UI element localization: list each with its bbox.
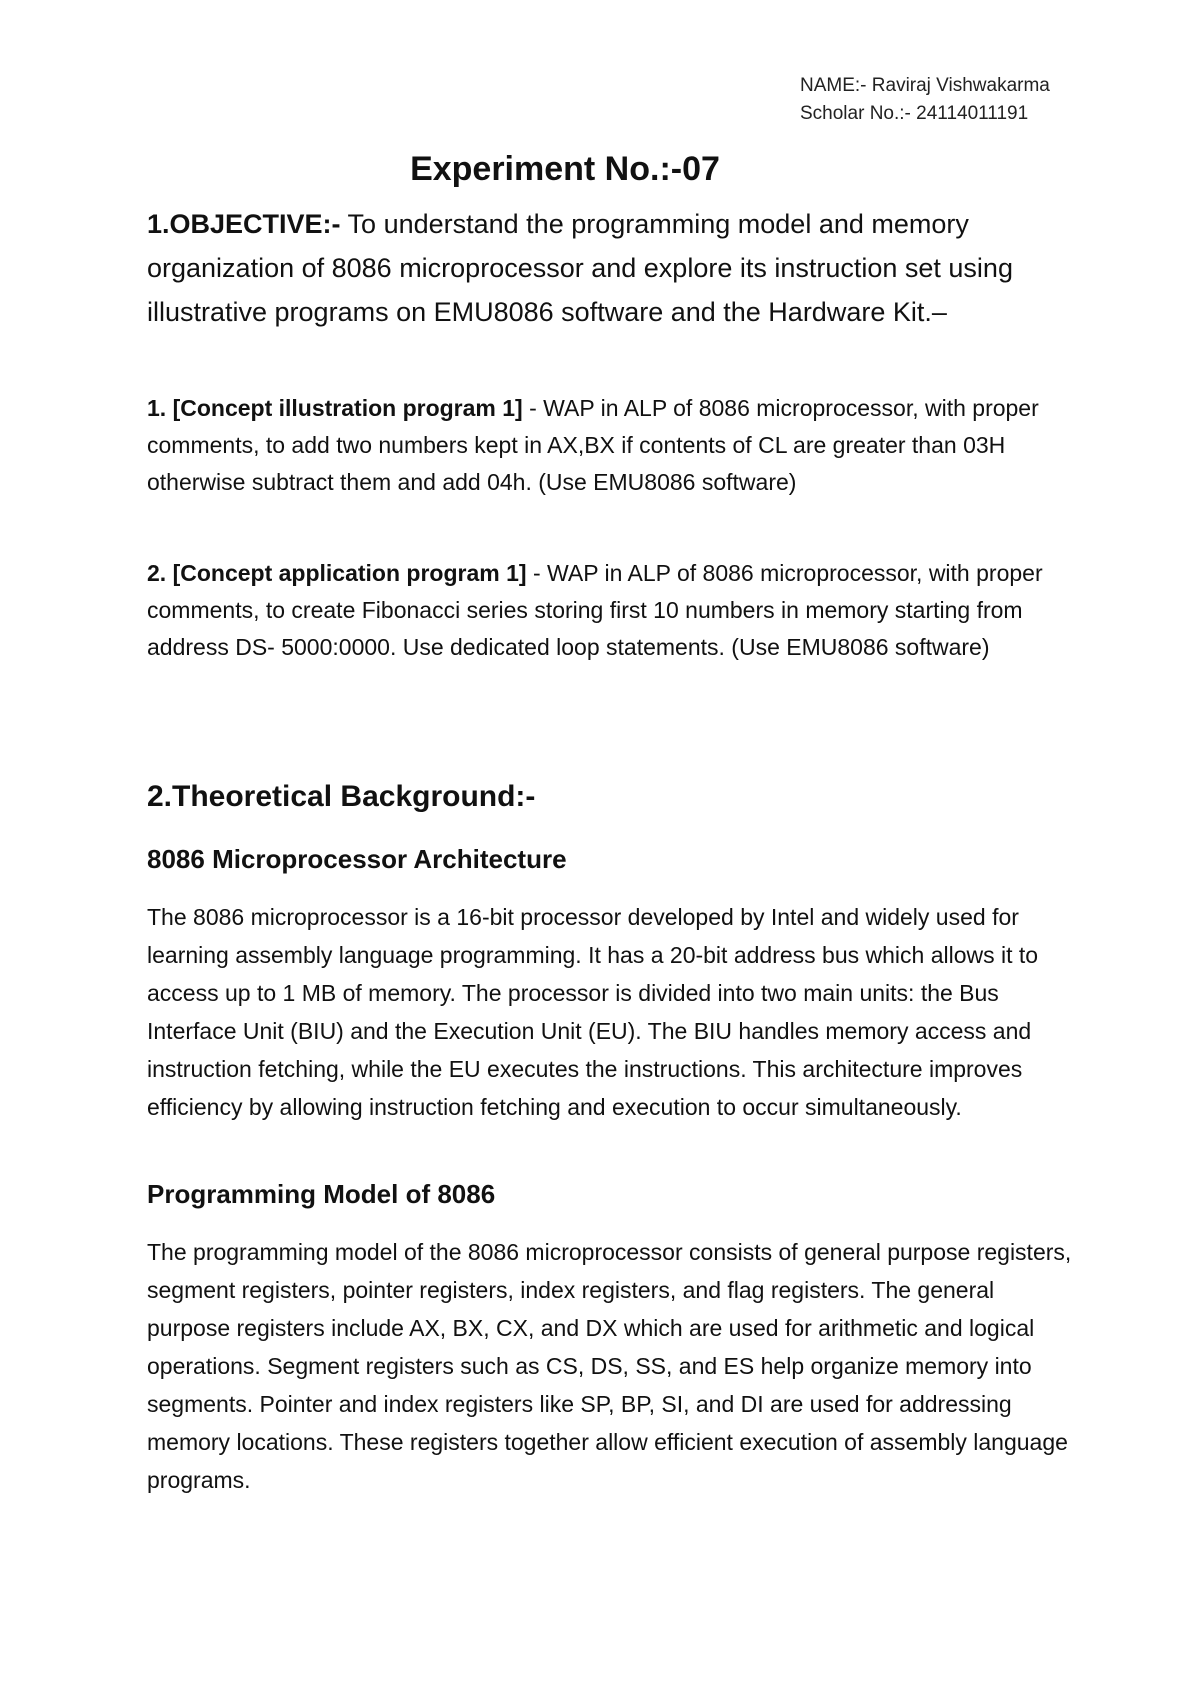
program-description: - WAP in ALP of 8086 microprocessor, with proper comments, to add two numbers kept in AX,BX if contents of CL are greater than 03H otherwise subtract them and add 04h. (Use EMU8086 software) — [147, 395, 1039, 495]
experiment-title: Experiment No.:-07 — [410, 150, 720, 188]
objective-text: To understand the programming model and memory organization of 8086 microprocessor and explore its instruction set using illustrative programs on EMU8086 software and the Hardware Kit.– — [147, 209, 1013, 327]
student-name: NAME:- Raviraj Vishwakarma — [800, 75, 1050, 96]
student-info — [800, 72, 1050, 128]
program-tag: [Concept application program 1] — [166, 560, 527, 586]
program-tag: [Concept illustration program 1] — [166, 395, 523, 421]
objective-paragraph — [147, 202, 1077, 334]
programming-model-paragraph: The programming model of the 8086 microprocessor consists of general purpose registers, segment registers, pointer registers, index registers, and flag registers. The general purpose registers include AX, BX, CX, and DX which are used for arithmetic and logical operations. Segment registers such as CS, DS, SS, and ES help organize memory into segments. Pointer and index registers like SP, BP, SI, and DI are used for addressing memory locations. These registers together allow efficient execution of assembly language programs. — [147, 1239, 1072, 1493]
program-description: - WAP in ALP of 8086 microprocessor, with proper comments, to create Fibonacci series storing first 10 numbers in memory starting from address DS- 5000:0000. Use dedicated loop statements. (Use EMU8086 software) — [147, 560, 1043, 660]
program-number: 1. — [147, 395, 167, 421]
objective-label: 1.OBJECTIVE:- — [147, 209, 341, 239]
program-item-2 — [147, 555, 1077, 666]
architecture-paragraph: The 8086 microprocessor is a 16-bit processor developed by Intel and widely used for learning assembly language programming. It has a 20-bit address bus which allows it to access up to 1 MB of memory. The processor is divided into two main units: the Bus Interface Unit (BIU) and the Execution Unit (EU). The BIU handles memory access and instruction fetching, while the EU executes the instructions. This architecture improves efficiency by allowing instruction fetching and execution to occur simultaneously. — [147, 904, 1039, 1120]
program-item-1 — [147, 390, 1077, 501]
subsection-heading-architecture: 8086 Microprocessor Architecture — [147, 844, 567, 874]
section-heading-theory: 2.Theoretical Background:- — [147, 780, 536, 813]
program-number: 2. — [147, 560, 167, 586]
subsection-heading-programming-model: Programming Model of 8086 — [147, 1179, 496, 1209]
scholar-number: Scholar No.:- 24114011191 — [800, 103, 1029, 124]
